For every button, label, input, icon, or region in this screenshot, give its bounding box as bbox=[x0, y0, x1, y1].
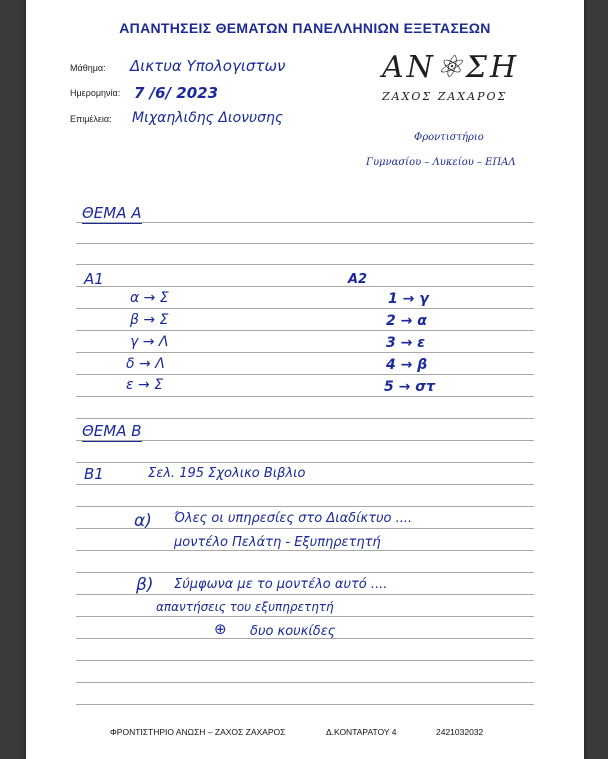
ruled-line bbox=[76, 222, 534, 223]
a2-answer: 1 → γ bbox=[388, 291, 429, 307]
b1-alpha-label: α) bbox=[134, 511, 152, 531]
ruled-line bbox=[76, 462, 534, 463]
footer-brand: ΦΡΟΝΤΙΣΤΗΡΙΟ ΑΝΩΣΗ – ΖΑΧΟΣ ΖΑΧΑΡΟΣ bbox=[110, 727, 286, 737]
b1-beta-line3: δυο κουκίδες bbox=[250, 624, 336, 639]
ruled-line bbox=[76, 440, 534, 441]
ruled-line bbox=[76, 506, 534, 507]
ruled-line bbox=[76, 264, 534, 265]
ruled-line bbox=[76, 396, 534, 397]
ruled-line bbox=[76, 660, 534, 661]
tutoring-label: Φροντιστήριο bbox=[414, 132, 484, 143]
a1-answer: γ → Λ bbox=[130, 334, 169, 350]
b1-beta-line1: Σύμφωνα με το μοντέλο αυτό .... bbox=[174, 577, 388, 592]
a2-answer: 4 → β bbox=[386, 357, 428, 373]
page-title: ΑΠΑΝΤΗΣΕΙΣ ΘΕΜΑΤΩΝ ΠΑΝΕΛΛΗΝΙΩΝ ΕΞΕΤΑΣΕΩΝ bbox=[119, 20, 491, 36]
theme-a-title: ΘΕΜΑ Α bbox=[82, 204, 142, 222]
a1-answer: δ → Λ bbox=[126, 356, 165, 372]
b1-label: Β1 bbox=[84, 465, 104, 483]
b1-alpha-line2: μοντέλο Πελάτη - Εξυπηρετητή bbox=[174, 535, 381, 550]
plus-symbol: ⊕ bbox=[214, 620, 227, 638]
a2-label: Α2 bbox=[348, 272, 368, 287]
ruled-line bbox=[76, 484, 534, 485]
ruled-line bbox=[76, 550, 534, 551]
subject-label: Μάθημα: bbox=[70, 63, 106, 73]
theme-b-title: ΘΕΜΑ Β bbox=[82, 422, 142, 440]
b1-beta-line2: απαντήσεις του εξυπηρετητή bbox=[156, 600, 334, 614]
brand-subtitle: ΖΑΧΟΣ ΖΑΧΑΡΟΣ bbox=[382, 90, 508, 103]
a1-answer: ε → Σ bbox=[126, 377, 164, 393]
ruled-line bbox=[76, 374, 534, 375]
ruled-line bbox=[76, 418, 534, 419]
b1-reference: Σελ. 195 Σχολικο Βιβλιο bbox=[148, 466, 306, 481]
b1-alpha-line1: Όλες οι υπηρεσίες στο Διαδίκτυο .... bbox=[174, 511, 413, 526]
brand-logo: ΑΝ⚛ΣΗ bbox=[382, 50, 520, 85]
ruled-line bbox=[76, 572, 534, 573]
editor-value: Μιχαηλιδης Διονυσης bbox=[132, 110, 284, 126]
footer-address: Δ.ΚΟΝΤΑΡΑΤΟΥ 4 bbox=[326, 727, 397, 737]
a2-answer: 3 → ε bbox=[386, 335, 426, 351]
ruled-line bbox=[76, 308, 534, 309]
a1-answer: α → Σ bbox=[130, 290, 169, 306]
b1-beta-label: β) bbox=[136, 575, 154, 595]
a2-answer: 5 → στ bbox=[384, 379, 436, 395]
ruled-line bbox=[76, 243, 534, 244]
ruled-line bbox=[76, 352, 534, 353]
a2-answer: 2 → α bbox=[386, 313, 427, 329]
ruled-line bbox=[76, 704, 534, 705]
subject-value: Δικτυα Υπολογιστων bbox=[130, 57, 286, 75]
answer-sheet bbox=[26, 0, 584, 759]
editor-label: Επιμέλεια: bbox=[70, 114, 112, 124]
a1-answer: β → Σ bbox=[130, 312, 169, 328]
levels-label: Γυμνασίου – Λυκείου – ΕΠΑΛ bbox=[366, 157, 516, 168]
ruled-line bbox=[76, 330, 534, 331]
ruled-line bbox=[76, 682, 534, 683]
date-value: 7 /6/ 2023 bbox=[134, 84, 219, 102]
ruled-line bbox=[76, 286, 534, 287]
ruled-line bbox=[76, 616, 534, 617]
date-label: Ημερομηνία: bbox=[70, 88, 121, 98]
footer-phone: 2421032032 bbox=[436, 727, 484, 737]
a1-label: Α1 bbox=[84, 270, 104, 288]
